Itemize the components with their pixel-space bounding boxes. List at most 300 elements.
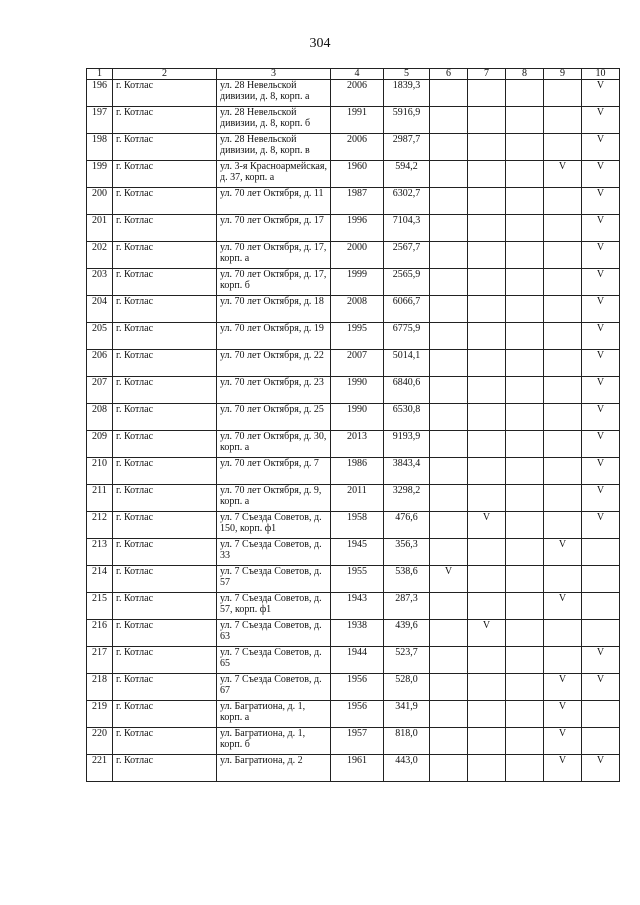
mark-col7 — [468, 296, 506, 323]
city-cell: г. Котлас — [113, 701, 217, 728]
area-cell: 538,6 — [384, 566, 430, 593]
city-cell: г. Котлас — [113, 215, 217, 242]
year-cell: 1995 — [331, 323, 384, 350]
column-header-1: 1 — [87, 69, 113, 80]
row-number: 203 — [87, 269, 113, 296]
year-cell: 1987 — [331, 188, 384, 215]
mark-col9 — [544, 296, 582, 323]
mark-col7 — [468, 188, 506, 215]
year-cell: 1961 — [331, 755, 384, 782]
address-cell: ул. 3-я Красноармейская, д. 37, корп. а — [217, 161, 331, 188]
address-cell: ул. Багратиона, д. 1, корп. а — [217, 701, 331, 728]
mark-col8 — [506, 539, 544, 566]
city-cell: г. Котлас — [113, 647, 217, 674]
row-number: 215 — [87, 593, 113, 620]
mark-col10: V — [582, 485, 620, 512]
column-header-5: 5 — [384, 69, 430, 80]
area-cell: 6302,7 — [384, 188, 430, 215]
year-cell: 1958 — [331, 512, 384, 539]
mark-col7 — [468, 755, 506, 782]
address-cell: ул. 7 Съезда Советов, д. 33 — [217, 539, 331, 566]
table-row — [87, 539, 620, 566]
mark-col9: V — [544, 161, 582, 188]
mark-col6 — [430, 485, 468, 512]
table-row — [87, 512, 620, 539]
area-cell: 476,6 — [384, 512, 430, 539]
address-cell: ул. 28 Невельской дивизии, д. 8, корп. в — [217, 134, 331, 161]
address-cell: ул. 70 лет Октября, д. 17, корп. а — [217, 242, 331, 269]
row-number: 212 — [87, 512, 113, 539]
mark-col6 — [430, 80, 468, 107]
column-number-row — [87, 69, 620, 80]
area-cell: 6775,9 — [384, 323, 430, 350]
address-cell: ул. Багратиона, д. 1, корп. б — [217, 728, 331, 755]
mark-col6 — [430, 755, 468, 782]
table-row — [87, 647, 620, 674]
mark-col10: V — [582, 242, 620, 269]
column-header-2: 2 — [113, 69, 217, 80]
mark-col9: V — [544, 539, 582, 566]
mark-col8 — [506, 242, 544, 269]
mark-col9: V — [544, 674, 582, 701]
row-number: 205 — [87, 323, 113, 350]
table-row — [87, 242, 620, 269]
mark-col8 — [506, 512, 544, 539]
area-cell: 7104,3 — [384, 215, 430, 242]
year-cell: 1955 — [331, 566, 384, 593]
area-cell: 439,6 — [384, 620, 430, 647]
column-header-7: 7 — [468, 69, 506, 80]
mark-col9 — [544, 323, 582, 350]
address-cell: ул. 7 Съезда Советов, д. 63 — [217, 620, 331, 647]
mark-col10: V — [582, 350, 620, 377]
mark-col8 — [506, 377, 544, 404]
mark-col6 — [430, 215, 468, 242]
city-cell: г. Котлас — [113, 728, 217, 755]
mark-col10: V — [582, 512, 620, 539]
city-cell: г. Котлас — [113, 188, 217, 215]
city-cell: г. Котлас — [113, 512, 217, 539]
row-number: 196 — [87, 80, 113, 107]
address-cell: ул. 7 Съезда Советов, д. 67 — [217, 674, 331, 701]
mark-col8 — [506, 296, 544, 323]
column-header-6: 6 — [430, 69, 468, 80]
row-number: 210 — [87, 458, 113, 485]
column-header-10: 10 — [582, 69, 620, 80]
city-cell: г. Котлас — [113, 350, 217, 377]
table-row — [87, 485, 620, 512]
address-cell: ул. 70 лет Октября, д. 17 — [217, 215, 331, 242]
row-number: 221 — [87, 755, 113, 782]
mark-col7 — [468, 242, 506, 269]
mark-col6 — [430, 377, 468, 404]
mark-col9 — [544, 80, 582, 107]
area-cell: 287,3 — [384, 593, 430, 620]
table-row — [87, 296, 620, 323]
area-cell: 1839,3 — [384, 80, 430, 107]
year-cell: 2008 — [331, 296, 384, 323]
area-cell: 528,0 — [384, 674, 430, 701]
mark-col7 — [468, 485, 506, 512]
mark-col10: V — [582, 647, 620, 674]
city-cell: г. Котлас — [113, 566, 217, 593]
mark-col10 — [582, 566, 620, 593]
table-row — [87, 80, 620, 107]
address-cell: ул. 28 Невельской дивизии, д. 8, корп. а — [217, 80, 331, 107]
mark-col7 — [468, 161, 506, 188]
city-cell: г. Котлас — [113, 593, 217, 620]
mark-col6 — [430, 404, 468, 431]
mark-col7 — [468, 215, 506, 242]
city-cell: г. Котлас — [113, 404, 217, 431]
row-number: 207 — [87, 377, 113, 404]
mark-col8 — [506, 485, 544, 512]
row-number: 202 — [87, 242, 113, 269]
mark-col10 — [582, 539, 620, 566]
table-row — [87, 134, 620, 161]
mark-col9 — [544, 566, 582, 593]
mark-col8 — [506, 593, 544, 620]
city-cell: г. Котлас — [113, 134, 217, 161]
mark-col8 — [506, 215, 544, 242]
table-row — [87, 728, 620, 755]
year-cell: 2007 — [331, 350, 384, 377]
mark-col7 — [468, 134, 506, 161]
area-cell: 2565,9 — [384, 269, 430, 296]
mark-col9 — [544, 188, 582, 215]
mark-col10: V — [582, 431, 620, 458]
row-number: 197 — [87, 107, 113, 134]
area-cell: 2987,7 — [384, 134, 430, 161]
row-number: 211 — [87, 485, 113, 512]
area-cell: 3298,2 — [384, 485, 430, 512]
table-row — [87, 188, 620, 215]
mark-col7 — [468, 431, 506, 458]
mark-col9: V — [544, 755, 582, 782]
city-cell: г. Котлас — [113, 755, 217, 782]
mark-col6 — [430, 674, 468, 701]
year-cell: 1957 — [331, 728, 384, 755]
row-number: 204 — [87, 296, 113, 323]
mark-col9 — [544, 620, 582, 647]
table-row — [87, 458, 620, 485]
table-row — [87, 161, 620, 188]
city-cell: г. Котлас — [113, 674, 217, 701]
mark-col9 — [544, 377, 582, 404]
mark-col6 — [430, 107, 468, 134]
mark-col6 — [430, 323, 468, 350]
mark-col10 — [582, 620, 620, 647]
table-row — [87, 431, 620, 458]
year-cell: 1986 — [331, 458, 384, 485]
mark-col8 — [506, 728, 544, 755]
mark-col9 — [544, 458, 582, 485]
mark-col9 — [544, 485, 582, 512]
mark-col6 — [430, 647, 468, 674]
mark-col8 — [506, 458, 544, 485]
address-cell: ул. 70 лет Октября, д. 17, корп. б — [217, 269, 331, 296]
year-cell: 1999 — [331, 269, 384, 296]
row-number: 220 — [87, 728, 113, 755]
mark-col8 — [506, 404, 544, 431]
row-number: 218 — [87, 674, 113, 701]
year-cell: 2011 — [331, 485, 384, 512]
mark-col9 — [544, 242, 582, 269]
year-cell: 2006 — [331, 134, 384, 161]
mark-col9 — [544, 107, 582, 134]
mark-col8 — [506, 620, 544, 647]
page-number: 304 — [309, 36, 331, 51]
row-number: 206 — [87, 350, 113, 377]
mark-col6 — [430, 296, 468, 323]
address-cell: ул. 70 лет Октября, д. 7 — [217, 458, 331, 485]
address-cell: ул. 70 лет Октября, д. 18 — [217, 296, 331, 323]
mark-col7 — [468, 323, 506, 350]
year-cell: 1960 — [331, 161, 384, 188]
address-cell: ул. 70 лет Октября, д. 9, корп. а — [217, 485, 331, 512]
mark-col9 — [544, 350, 582, 377]
table-row — [87, 404, 620, 431]
mark-col7 — [468, 728, 506, 755]
year-cell: 1990 — [331, 377, 384, 404]
mark-col10: V — [582, 107, 620, 134]
mark-col6 — [430, 431, 468, 458]
table-body — [87, 80, 620, 782]
area-cell: 6840,6 — [384, 377, 430, 404]
table-row — [87, 620, 620, 647]
area-cell: 5916,9 — [384, 107, 430, 134]
mark-col10 — [582, 593, 620, 620]
area-cell: 2567,7 — [384, 242, 430, 269]
mark-col9: V — [544, 593, 582, 620]
mark-col7 — [468, 593, 506, 620]
year-cell: 1990 — [331, 404, 384, 431]
address-cell: ул. Багратиона, д. 2 — [217, 755, 331, 782]
mark-col6 — [430, 593, 468, 620]
mark-col10: V — [582, 296, 620, 323]
address-cell: ул. 28 Невельской дивизии, д. 8, корп. б — [217, 107, 331, 134]
mark-col10: V — [582, 458, 620, 485]
address-cell: ул. 70 лет Октября, д. 30, корп. а — [217, 431, 331, 458]
year-cell: 2006 — [331, 80, 384, 107]
mark-col7: V — [468, 512, 506, 539]
year-cell: 1938 — [331, 620, 384, 647]
table-row — [87, 593, 620, 620]
mark-col8 — [506, 161, 544, 188]
table-row — [87, 674, 620, 701]
mark-col10: V — [582, 674, 620, 701]
table-row — [87, 215, 620, 242]
row-number: 208 — [87, 404, 113, 431]
mark-col10: V — [582, 80, 620, 107]
mark-col10 — [582, 701, 620, 728]
address-cell: ул. 70 лет Октября, д. 25 — [217, 404, 331, 431]
mark-col8 — [506, 647, 544, 674]
city-cell: г. Котлас — [113, 539, 217, 566]
table-row — [87, 566, 620, 593]
year-cell: 1945 — [331, 539, 384, 566]
address-cell: ул. 7 Съезда Советов, д. 150, корп. ф1 — [217, 512, 331, 539]
mark-col6 — [430, 161, 468, 188]
city-cell: г. Котлас — [113, 242, 217, 269]
table-header — [87, 69, 620, 80]
mark-col8 — [506, 701, 544, 728]
area-cell: 3843,4 — [384, 458, 430, 485]
city-cell: г. Котлас — [113, 80, 217, 107]
row-number: 199 — [87, 161, 113, 188]
table-row — [87, 350, 620, 377]
city-cell: г. Котлас — [113, 161, 217, 188]
mark-col10: V — [582, 161, 620, 188]
area-cell: 9193,9 — [384, 431, 430, 458]
mark-col10: V — [582, 134, 620, 161]
year-cell: 1943 — [331, 593, 384, 620]
area-cell: 356,3 — [384, 539, 430, 566]
table-row — [87, 107, 620, 134]
address-cell: ул. 70 лет Октября, д. 22 — [217, 350, 331, 377]
row-number: 200 — [87, 188, 113, 215]
area-cell: 523,7 — [384, 647, 430, 674]
housing-register-table — [86, 68, 620, 782]
year-cell: 1996 — [331, 215, 384, 242]
mark-col9 — [544, 431, 582, 458]
address-cell: ул. 70 лет Октября, д. 19 — [217, 323, 331, 350]
mark-col9 — [544, 512, 582, 539]
mark-col6 — [430, 269, 468, 296]
city-cell: г. Котлас — [113, 485, 217, 512]
city-cell: г. Котлас — [113, 620, 217, 647]
row-number: 201 — [87, 215, 113, 242]
mark-col7 — [468, 566, 506, 593]
row-number: 217 — [87, 647, 113, 674]
city-cell: г. Котлас — [113, 269, 217, 296]
year-cell: 1991 — [331, 107, 384, 134]
row-number: 219 — [87, 701, 113, 728]
address-cell: ул. 7 Съезда Советов, д. 57 — [217, 566, 331, 593]
mark-col7 — [468, 674, 506, 701]
area-cell: 594,2 — [384, 161, 430, 188]
address-cell: ул. 7 Съезда Советов, д. 65 — [217, 647, 331, 674]
mark-col8 — [506, 566, 544, 593]
area-cell: 6066,7 — [384, 296, 430, 323]
mark-col8 — [506, 269, 544, 296]
column-header-9: 9 — [544, 69, 582, 80]
mark-col9: V — [544, 701, 582, 728]
mark-col6 — [430, 458, 468, 485]
table-row — [87, 377, 620, 404]
mark-col7 — [468, 107, 506, 134]
area-cell: 5014,1 — [384, 350, 430, 377]
mark-col6 — [430, 188, 468, 215]
table-row — [87, 701, 620, 728]
mark-col9 — [544, 215, 582, 242]
city-cell: г. Котлас — [113, 107, 217, 134]
mark-col7 — [468, 377, 506, 404]
mark-col6 — [430, 134, 468, 161]
mark-col10: V — [582, 188, 620, 215]
mark-col6 — [430, 620, 468, 647]
row-number: 198 — [87, 134, 113, 161]
city-cell: г. Котлас — [113, 458, 217, 485]
mark-col8 — [506, 350, 544, 377]
mark-col10: V — [582, 404, 620, 431]
mark-col10: V — [582, 755, 620, 782]
mark-col8 — [506, 674, 544, 701]
area-cell: 443,0 — [384, 755, 430, 782]
area-cell: 6530,8 — [384, 404, 430, 431]
row-number: 216 — [87, 620, 113, 647]
mark-col6 — [430, 728, 468, 755]
mark-col7 — [468, 269, 506, 296]
year-cell: 1956 — [331, 674, 384, 701]
row-number: 213 — [87, 539, 113, 566]
table-row — [87, 323, 620, 350]
city-cell: г. Котлас — [113, 296, 217, 323]
city-cell: г. Котлас — [113, 323, 217, 350]
mark-col7 — [468, 80, 506, 107]
mark-col9 — [544, 404, 582, 431]
mark-col8 — [506, 107, 544, 134]
address-cell: ул. 7 Съезда Советов, д. 57, корп. ф1 — [217, 593, 331, 620]
mark-col7 — [468, 350, 506, 377]
mark-col6 — [430, 242, 468, 269]
row-number: 209 — [87, 431, 113, 458]
mark-col6: V — [430, 566, 468, 593]
mark-col8 — [506, 80, 544, 107]
mark-col9 — [544, 269, 582, 296]
area-cell: 341,9 — [384, 701, 430, 728]
year-cell: 2000 — [331, 242, 384, 269]
year-cell: 1956 — [331, 701, 384, 728]
mark-col6 — [430, 512, 468, 539]
city-cell: г. Котлас — [113, 377, 217, 404]
year-cell: 2013 — [331, 431, 384, 458]
mark-col7 — [468, 647, 506, 674]
mark-col6 — [430, 350, 468, 377]
mark-col7 — [468, 701, 506, 728]
column-header-8: 8 — [506, 69, 544, 80]
table-row — [87, 755, 620, 782]
column-header-4: 4 — [331, 69, 384, 80]
mark-col8 — [506, 431, 544, 458]
column-header-3: 3 — [217, 69, 331, 80]
year-cell: 1944 — [331, 647, 384, 674]
city-cell: г. Котлас — [113, 431, 217, 458]
mark-col9: V — [544, 728, 582, 755]
mark-col8 — [506, 188, 544, 215]
row-number: 214 — [87, 566, 113, 593]
mark-col10: V — [582, 215, 620, 242]
mark-col8 — [506, 134, 544, 161]
mark-col7: V — [468, 620, 506, 647]
address-cell: ул. 70 лет Октября, д. 23 — [217, 377, 331, 404]
mark-col8 — [506, 755, 544, 782]
mark-col8 — [506, 323, 544, 350]
mark-col6 — [430, 701, 468, 728]
mark-col7 — [468, 404, 506, 431]
mark-col6 — [430, 539, 468, 566]
mark-col10 — [582, 728, 620, 755]
mark-col10: V — [582, 323, 620, 350]
mark-col7 — [468, 458, 506, 485]
mark-col9 — [544, 647, 582, 674]
mark-col7 — [468, 539, 506, 566]
mark-col10: V — [582, 269, 620, 296]
address-cell: ул. 70 лет Октября, д. 11 — [217, 188, 331, 215]
area-cell: 818,0 — [384, 728, 430, 755]
mark-col10: V — [582, 377, 620, 404]
table-row — [87, 269, 620, 296]
